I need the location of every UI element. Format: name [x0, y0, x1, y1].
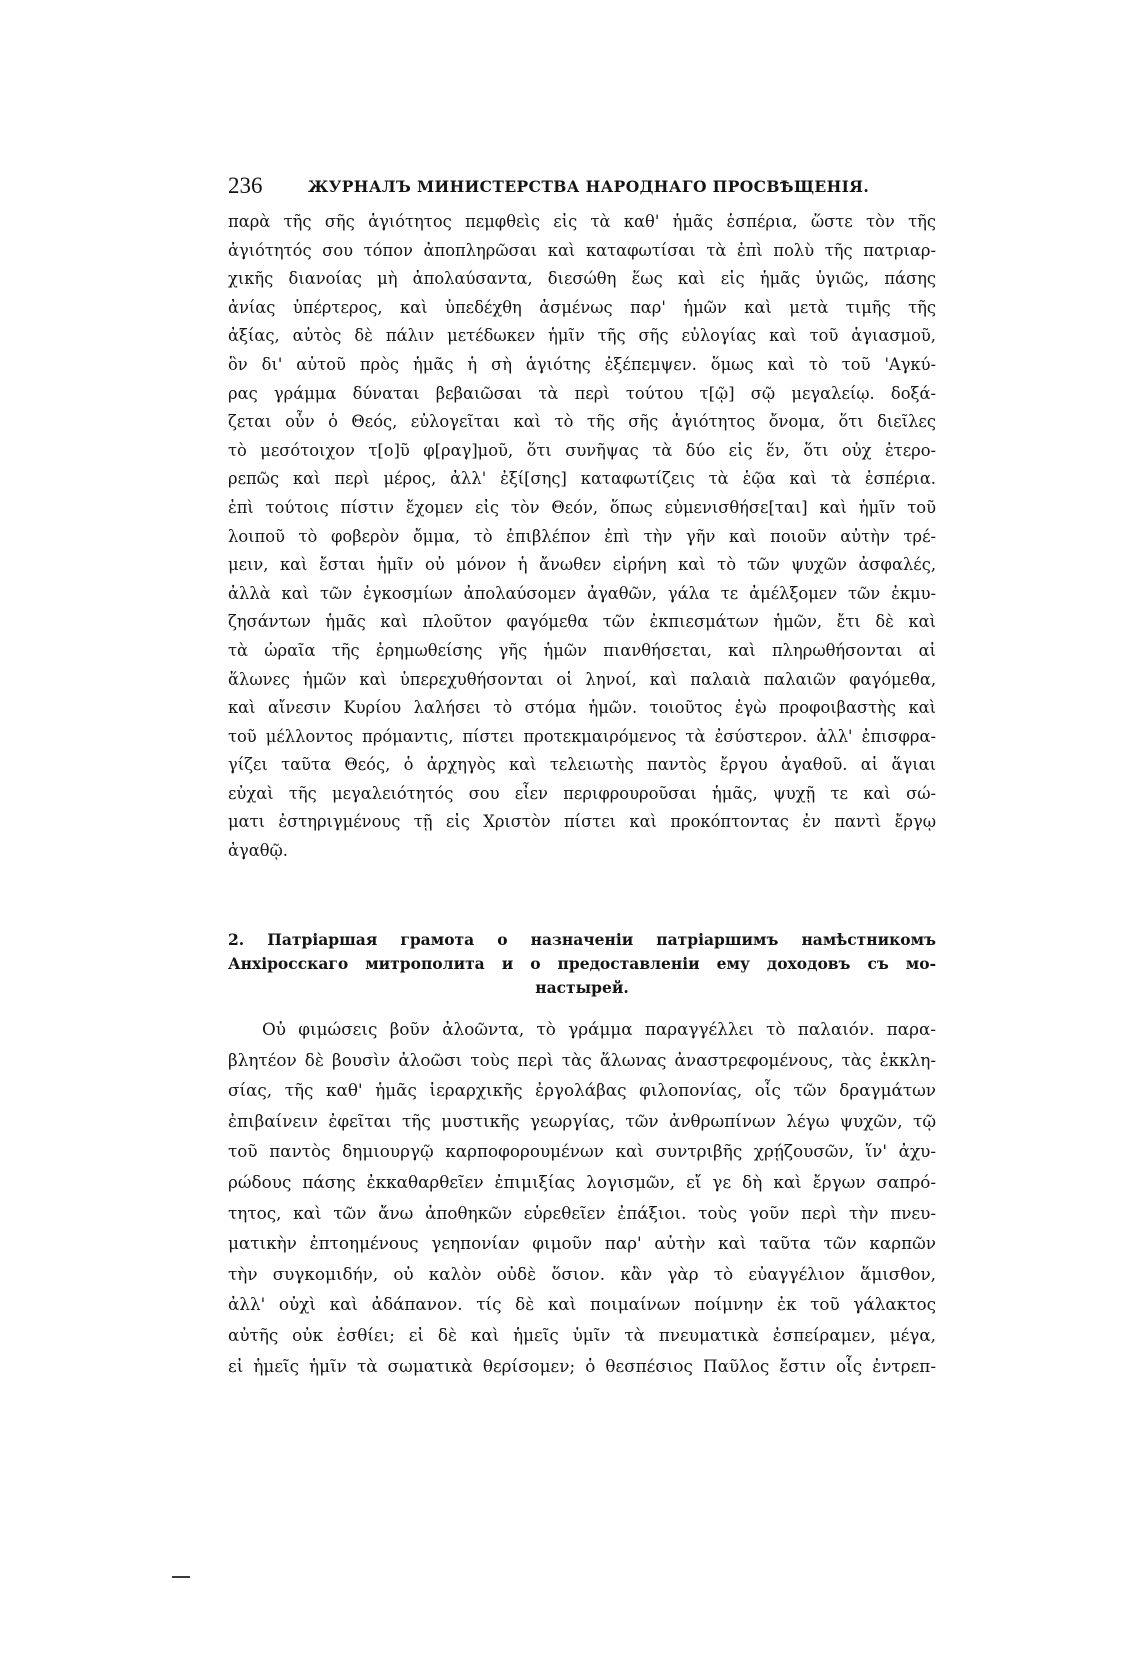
- page-number: 236: [228, 173, 263, 198]
- running-head: [228, 170, 918, 202]
- text-line: ματι ἐστηριγμένους τῇ εἰς Χριστὸν πίστει καὶ προκόπτοντας ἐν παντὶ ἔργῳ: [228, 812, 936, 832]
- text-line: ἁγιότητός σου τόπον ἀποπληρῶσαι καὶ καταφωτίσαι τὰ ἐπὶ πολὺ τῆς πατριαρ-: [228, 240, 936, 260]
- text-line: βλητέον δὲ βουσὶν ἀλοῶσι τοὺς περὶ τὰς ἅλωνας ἀναστρεφομένους, τὰς ἐκκλη-: [228, 1049, 936, 1070]
- text-line: ἀνίας ὑπέρτερος, καὶ ὑπεδέχθη ἀσμένως παρ' ἡμῶν καὶ μετὰ τιμῆς τῆς: [228, 297, 936, 317]
- text-line: ἐπὶ τούτοις πίστιν ἔχομεν εἰς τὸν Θεόν, ὅπως εὐμενισθήσε[ται] καὶ ἡμῖν τοῦ: [228, 497, 936, 517]
- text-line: ἀλλὰ καὶ τῶν ἐγκοσμίων ἀπολαύσομεν ἀγαθῶν, γάλα τε ἀμέλξομεν τῶν ἐκμυ-: [228, 583, 936, 603]
- section-heading-line: Анхіросскаго митрополита и о предоставленіи ему доходовъ съ мо-: [228, 954, 936, 973]
- text-line: ὃν δι' αὐτοῦ πρὸς ἡμᾶς ἡ σὴ ἁγιότης ἐξέπεμψεν. ὅμως καὶ τὸ τοῦ 'Αγκύ-: [228, 354, 936, 374]
- section-heading-line: настырей.: [535, 978, 629, 997]
- text-line: σίας, τῆς καθ' ἡμᾶς ἱεραρχικῆς ἐργολάβας φιλοπονίας, οἷς τῶν δραγμάτων: [228, 1080, 936, 1101]
- text-line: καὶ αἴνεσιν Κυρίου λαλήσει τὸ στόμα ἡμῶν. τοιοῦτος ἐγὼ προφοιβαστὴς καὶ: [228, 698, 936, 718]
- section-heading-line: 2. Патріаршая грамота о назначеніи патріаршимъ намѣстникомъ: [228, 930, 936, 949]
- text-line: τοῦ μέλλοντος πρόμαντις, πίστει προτεκμαιρόμενος τὰ ἐσύστερον. ἀλλ' ἐπισφρα-: [228, 726, 936, 746]
- text-line: ἀγαθῷ.: [228, 841, 288, 861]
- section-heading: [228, 928, 936, 1000]
- text-line: ἀλλ' οὐχὶ καὶ ἀδάπανον. τίς δὲ καὶ ποιμαίνων ποίμνην ἐκ τοῦ γάλακτος: [228, 1294, 936, 1315]
- text-line: εὐχαὶ τῆς μεγαλειότητός σου εἶεν περιφρουροῦσαι ἡμᾶς, ψυχῇ τε καὶ σώ-: [228, 783, 936, 803]
- text-line: λοιποῦ τὸ φοβερὸν ὄμμα, τὸ ἐπιβλέπον ἐπὶ τὴν γῆν καὶ ποιοῦν αὐτὴν τρέ-: [228, 526, 936, 546]
- text-line: γίζει ταῦτα Θεός, ὁ ἀρχηγὸς καὶ τελειωτὴς παντὸς ἔργου ἀγαθοῦ. αἱ ἅγιαι: [228, 755, 936, 775]
- text-line: Οὐ φιμώσεις βοῦν ἀλοῶντα, τὸ γράμμα παραγγέλλει τὸ παλαιόν. παρα-: [262, 1019, 936, 1039]
- text-line: τὰ ὡραῖα τῆς ἐρημωθείσης γῆς ἡμῶν πιανθήσεται, καὶ πληρωθήσονται αἱ: [228, 640, 936, 660]
- text-line: ἅλωνες ἡμῶν καὶ ὑπερεχυθήσονται οἱ ληνοί, καὶ παλαιὰ παλαιῶν φαγόμεθα,: [228, 669, 936, 689]
- text-line: ἀξίας, αὐτὸς δὲ πάλιν μετέδωκεν ἡμῖν τῆς σῆς εὐλογίας καὶ τοῦ ἁγιασμοῦ,: [228, 326, 936, 346]
- text-line: ρεπῶς καὶ περὶ μέρος, ἀλλ' ἐξί[σης] καταφωτίζεις τὰ ἑῷα καὶ τὰ ἑσπέρια.: [228, 469, 936, 489]
- text-line: ματικὴν ἐπτοημένους γεηπονίαν φιμοῦν παρ' αὐτὴν καὶ ταῦτα τῶν καρπῶν: [228, 1233, 936, 1254]
- text-line: ρας γράμμα δύναται βεβαιῶσαι τὰ περὶ τούτου τ[ῷ] σῷ μεγαλείῳ. δοξά-: [228, 383, 936, 403]
- text-line: παρὰ τῆς σῆς ἁγιότητος πεμφθεὶς εἰς τὰ καθ' ἡμᾶς ἑσπέρια, ὥστε τὸν τῆς: [228, 212, 936, 231]
- text-line: ζεται οὖν ὁ Θεός, εὐλογεῖται καὶ τὸ τῆς σῆς ἁγιότητος ὄνομα, ὅτι διεῖλες: [228, 412, 936, 432]
- text-line: ζησάντων ἡμᾶς καὶ πλοῦτον φαγόμεθα τῶν ἐκπιεσμάτων ἡμῶν, ἔτι δὲ καὶ: [228, 612, 936, 632]
- text-line: τὸ μεσότοιχον τ[ο]ῦ φ[ραγ]μοῦ, ὅτι συνῆψας τὰ δύο εἰς ἕν, ὅτι οὐχ ἑτερο-: [228, 440, 936, 460]
- text-line: τὴν συγκομιδήν, οὐ καλὸν οὐδὲ ὅσιον. κἂν γὰρ τὸ εὐαγγέλιον ἅμισθον,: [228, 1263, 936, 1284]
- text-line: ἐπιβαίνειν ἐφεῖται τῆς μυστικῆς γεωργίας, τῶν ἀνθρωπίνων λέγω ψυχῶν, τῷ: [228, 1110, 936, 1131]
- greek-text-block-top: [228, 208, 936, 866]
- text-line: τητος, καὶ τῶν ἄνω ἀποθηκῶν εὑρεθεῖεν ἐπάξιοι. τοὺς γοῦν περὶ τὴν πνευ-: [228, 1202, 936, 1223]
- text-line: μειν, καὶ ἔσται ἡμῖν οὐ μόνον ἡ ἄνωθεν εἰρήνη καὶ τὸ τῶν ψυχῶν ἀσφαλές,: [228, 555, 936, 575]
- text-line: τοῦ παντὸς δημιουργῷ καρποφορουμένων καὶ συντριβῆς χρῄζουσῶν, ἵν' ἀχυ-: [228, 1141, 936, 1162]
- text-line: χικῆς διανοίας μὴ ἀπολαύσαντα, διεσώθη ἕως καὶ εἰς ἡμᾶς ὑγιῶς, πάσης: [228, 269, 936, 289]
- journal-title: ЖУРНАЛЪ МИНИСТЕРСТВА НАРОДНАГО ПРОСВѢЩЕНІЯ.: [308, 177, 870, 196]
- text-line: εἰ ἡμεῖς ἡμῖν τὰ σωματικὰ θερίσομεν; ὁ θεσπέσιος Παῦλος ἔστιν οἷς ἐντρεπ-: [228, 1355, 936, 1376]
- text-line: ρώδους πάσης ἐκκαθαρθεῖεν ἐπιμιξίας λογισμῶν, εἴ γε δὴ καὶ ἔργων σαπρό-: [228, 1171, 936, 1192]
- text-line: αὐτῆς οὐκ ἐσθίει; εἰ δὲ καὶ ἡμεῖς ὑμῖν τὰ πνευματικὰ ἐσπείραμεν, μέγα,: [228, 1324, 936, 1345]
- margin-dash: [172, 1576, 190, 1578]
- greek-text-block-bottom: [228, 1014, 936, 1381]
